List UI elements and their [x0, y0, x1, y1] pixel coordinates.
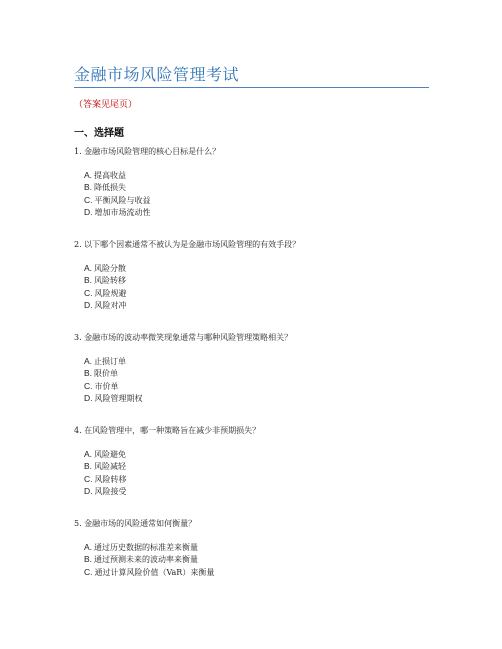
- option-d: D. 风险管理期权: [84, 393, 143, 404]
- option-list: [84, 169, 220, 219]
- option-b: B. 降低损失: [84, 182, 127, 193]
- option-c: C. 风险转移: [84, 473, 127, 484]
- question-1: [74, 146, 220, 219]
- option-d: D. 增加市场流动性: [84, 207, 151, 218]
- option-b: B. 通过预测未来的波动率来衡量: [84, 554, 199, 565]
- question-stem: 1. 金融市场风险管理的核心目标是什么？: [74, 147, 221, 156]
- option-c: C. 风险规避: [84, 287, 127, 298]
- option-b: B. 风险减轻: [84, 461, 127, 472]
- title-underline: [74, 87, 429, 88]
- question-4: [74, 425, 260, 498]
- question-5: [74, 518, 214, 578]
- answer-note: （答案见尾页）: [74, 100, 138, 110]
- option-a: A. 风险避免: [84, 449, 127, 459]
- section-heading: 一、选择题: [74, 128, 124, 139]
- question-stem: 5. 金融市场的风险通常如何衡量？: [74, 519, 197, 528]
- option-a: A. 提高收益: [84, 170, 127, 180]
- question-stem: 3. 金融市场的波动率微笑现象通常与哪种风险管理策略相关？: [74, 333, 293, 342]
- question-stem: 2. 以下哪个因素通常不被认为是金融市场风险管理的有效手段？: [74, 240, 301, 249]
- option-c: C. 通过计算风险价值（VaR）来衡量: [84, 566, 215, 577]
- option-a: A. 止损订单: [84, 356, 127, 366]
- option-c: C. 平衡风险与收益: [84, 194, 151, 205]
- option-list: [84, 355, 292, 405]
- option-list: [84, 448, 260, 498]
- document-title: 金融市场风险管理考试: [74, 65, 240, 84]
- option-list: [84, 541, 214, 578]
- option-a: A. 通过历史数据的标准差来衡量: [84, 542, 199, 552]
- option-list: [84, 262, 300, 312]
- option-a: A. 风险分散: [84, 263, 127, 273]
- option-b: B. 限价单: [84, 368, 119, 379]
- question-3: [74, 332, 292, 405]
- option-b: B. 风险转移: [84, 275, 127, 286]
- question-2: [74, 239, 300, 312]
- option-c: C. 市价单: [84, 380, 119, 391]
- question-stem: 4. 在风险管理中，哪一种策略旨在减少非预期损失？: [74, 426, 261, 435]
- option-d: D. 风险对冲: [84, 300, 127, 311]
- option-d: D. 风险接受: [84, 486, 127, 497]
